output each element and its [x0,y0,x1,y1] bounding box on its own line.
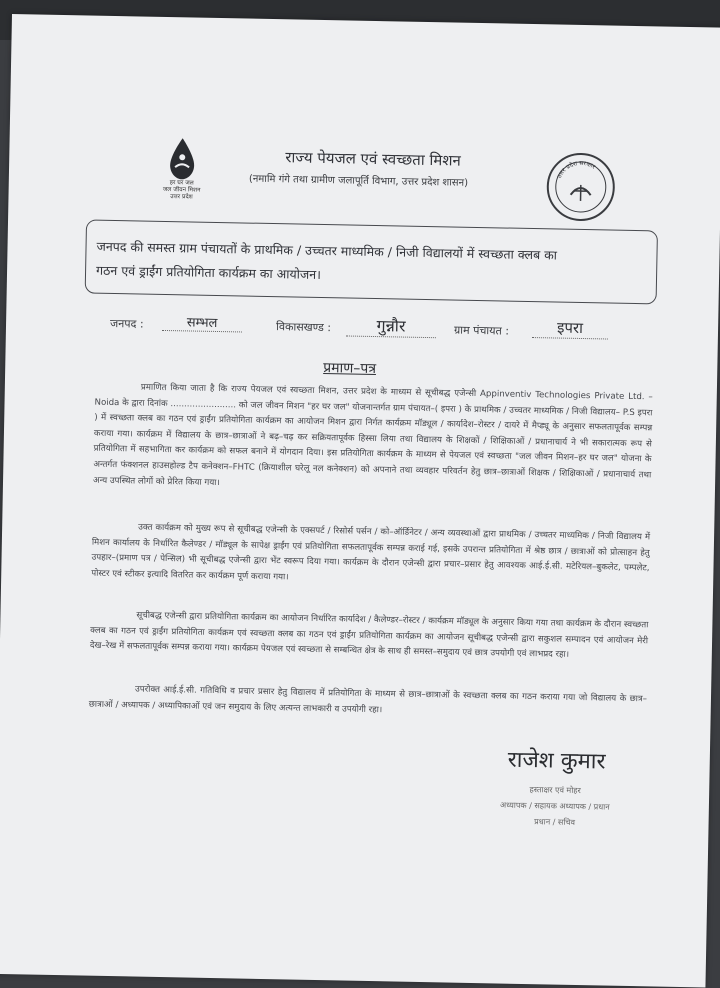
certificate-paragraph: प्रमाणित किया जाता है कि राज्य पेयजल एवं स्वच्छता मिशन, उत्तर प्रदेश के माध्यम से सूचीबद्ध एजेन्सी Appinventiv Technologies Private Ltd. – Noida के द्वारा दिनांक ........................ को जल जीवन मिशन "हर घर जल" योजनान्तर्गत ग्राम पंचायत–( इपरा ) के प्राथमिक / उच्चतर माध्यमिक / निजी विद्यालय– P.S इपरा ) में स्वच्छता क्लब का गठन एवं ड्राईंग प्रतियोगिता कार्यक्रम का आयोजन मिशन द्वारा निर्गत कार्यक्रम मॉड्यूल / कार्यादेश–रोस्टर / दायरे में मैप्ड्यू के अनुसार सफलतापूर्वक सम्पन्न कराया गया। कार्यक्रम में विद्यालय के छात्र–छात्राओं ने बढ़–चढ़ कर सक्रियतापूर्वक हिस्सा लिया तथा विद्यालय के शिक्षकों / शिक्षिकाओं / प्रधानाचार्य ने भी सकारात्मक रूप से प्रतियोगिता में सहभागिता कर कार्यक्रम को सफल बनाने में योगदान दिया। इस प्रतियोगिता कार्यक्रम के माध्यम से पेयजल एवं स्वच्छता "जल जीवन मिशन–हर घर जल" योजना के अन्तर्गत फंक्शनल हाउसहोल्ड टैप कनेक्शन–FHTC (क्रियाशील घरेलू नल कनेक्शन) को अपनाने तथा व्यवहार परिवर्तन हेतु छात्र–छात्राओं शिक्षक / शिक्षिकाओं / प्रधानाचार्य तथा अन्य उपस्थित लोगों को प्रेरित किया गया। [92,382,653,488]
emblem-text: उत्तर प्रदेश सरकार [555,159,597,180]
signature-designation: प्रधान / सचिव [534,817,576,827]
scheme-title: जनपद की समस्त ग्राम पंचायतों के प्राथमिक / उच्चतर माध्यमिक / निजी विद्यालयों में स्वच्छता क्लब का गठन एवं ड्राईंग प्रतियोगिता कार्यक्रम का आयोजन। [95,238,558,282]
handwritten-signature: राजेश कुमार [507,747,606,775]
certificate-page [0,14,720,987]
svg-text:उत्तर प्रदेश सरकार [556,159,597,180]
mission-title: राज्य पेयजल एवं स्वच्छता मिशन [285,148,462,170]
signature-caption: हस्ताक्षर एवं मोहर [529,785,581,796]
scheme-title-box [85,219,658,304]
block-label: विकासखण्ड : [275,320,332,335]
water-drop-icon [167,137,198,182]
certificate-paragraph: उपरोक्त आई.ई.सी. गतिविधि व प्रचार प्रसार हेतु विद्यालय में प्रतियोगिता के माध्यम से छात्र–छात्राओं के स्वच्छता क्लब का गठन कराया गया जो विद्यालय के छात्र–छात्राओं / अध्यापक / अध्यापिकाओं एवं जन समुदाय के लिए अत्यन्त लाभकारी व उपयोगी रहा। [88,684,648,715]
block-value: गुन्नौर [346,313,436,338]
logo-tagline: हर घर जल जल जीवन मिशन उत्तर प्रदेश [162,179,201,201]
panchayat-value: इपरा [532,317,608,339]
certificate-paragraph: उक्त कार्यक्रम को मुख्य रूप से सूचीबद्ध एजेन्सी के एक्सपर्ट / रिसोर्स पर्सन / को–ऑर्डिनेटर / अन्य व्यवस्थाओं द्वारा प्राथमिक / उच्चतर माध्यमिक / निजी विद्यालय में मिशन कार्यालय के निर्धारित कैलेण्डर / मॉड्यूल के सापेक्ष ड्राईंग एवं प्रतियोगिता सफलतापूर्वक सम्पन्न कराई गई, इसके उपरान्त प्रतियोगिता में श्रेष्ठ छात्र / छात्राओं को प्रोत्साहन हेतु उपहार–(प्रमाण पत्र / पेन्सिल) भी सूचीबद्ध एजेन्सी द्वारा भेंट स्वरूप दिया गया। कार्यक्रम के दौरान एजेन्सी द्वारा प्रचार–प्रसार हेतु आवश्यक आई.ई.सी. मटेरियल–बुकलेट, पम्पलेट, पोस्टर एवं स्टीकर इत्यादि वितरित कर कार्यक्रम पूर्ण कराया गया। [91,522,651,583]
certificate-title: प्रमाण–पत्र [323,360,377,378]
panchayat-label: ग्राम पंचायत : [453,323,510,338]
district-value: सम्भल [162,312,242,333]
up-government-emblem-icon [544,150,617,223]
district-label: जनपद : [109,316,144,331]
jal-jeevan-mission-logo [158,137,205,216]
signature-designation: अध्यापक / सहायक अध्यापक / प्रधान [499,800,610,812]
mission-subtitle: (नमामि गंगे तथा ग्रामीण जलापूर्ति विभाग, उत्तर प्रदेश शासन) [248,173,469,189]
certificate-paragraph: सूचीबद्ध एजेन्सी द्वारा प्रतियोगिता कार्यक्रम का आयोजन निर्धारित कार्यादेश / कैलेण्डर–रोस्टर / कार्यक्रम मॉड्यूल के अनुसार किया गया तथा कार्यक्रम के दौरान स्वच्छता क्लब का गठन एवं ड्राईंग प्रतियोगिता कार्यक्रम एवं स्वच्छता क्लब का गठन एवं ड्राईंग प्रतियोगिता कार्यक्रम का आयोजन सूचीबद्ध एजेन्सी द्वारा सकुशल सम्पादन एवं आयोजन मेरी देख–रेख में सफलतापूर्वक सम्पन्न कराया गया। कार्यक्रम पेयजल एवं स्वच्छता से सम्बन्धित क्षेत्र के साथ ही समस्त–समुदाय एवं छात्र उपयोगी एवं लाभप्रद रहा। [89,610,649,660]
